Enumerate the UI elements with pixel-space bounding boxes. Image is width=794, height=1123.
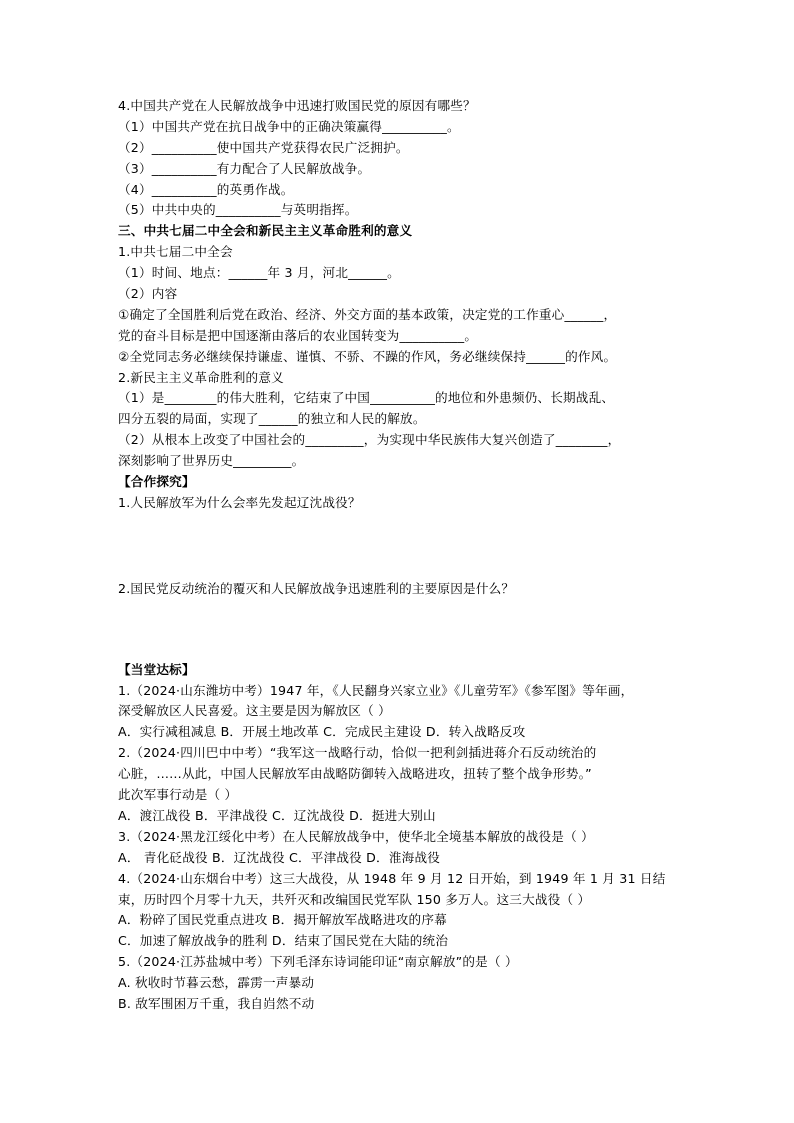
practice-line: 3.（2024·黑龙江绥化中考）在人民解放战争中，使华北全境基本解放的战役是（ ）	[118, 828, 594, 844]
fill-blank-line: （2）从根本上改变了中国社会的_________，为实现中华民族伟大复兴创造了________，	[118, 432, 621, 448]
section-heading: 三、中共七届二中全会和新民主主义革命胜利的意义	[118, 223, 413, 239]
practice-line: A． 青化砭战役 B．辽沈战役 C．平津战役 D．淮海战役	[118, 849, 441, 865]
fill-blank-line: 深刻影响了世界历史_________。	[118, 453, 305, 469]
fill-blank-line: （5）中共中央的__________与英明指挥。	[118, 202, 358, 218]
fill-blank-line: （1）时间、地点：______年 3 月，河北______。	[118, 265, 400, 281]
practice-line: A．实行减租减息 B．开展土地改革 C．完成民主建设 D．转入战略反攻	[118, 724, 526, 740]
practice-line: 深受解放区人民喜爱。这主要是因为解放区（ ）	[118, 703, 391, 719]
explore-question-2: 2.国民党反动统治的覆灭和人民解放战争迅速胜利的主要原因是什么？	[118, 580, 515, 596]
practice-line: A. 秋收时节暮云愁，霹雳一声暴动	[118, 975, 315, 991]
explore-heading: 【合作探究】	[118, 474, 195, 490]
practice-line: 心脏，……从此，中国人民解放军由战略防御转入战略进攻，扭转了整个战争形势。”	[118, 766, 592, 782]
fill-blank-line: （4）__________的英勇作战。	[118, 181, 294, 197]
subsection-title: 2.新民主主义革命胜利的意义	[118, 369, 284, 385]
fill-blank-line: 四分五裂的局面，实现了______的独立和人民的解放。	[118, 411, 426, 427]
practice-line: A．渡江战役 B．平津战役 C．辽沈战役 D．挺进大别山	[118, 807, 436, 823]
practice-line: 1.（2024·山东潍坊中考）1947 年，《人民翻身兴家立业》《儿童劳军》《参军图》等年画，	[118, 682, 634, 698]
fill-blank-line: （1）是________的伟大胜利，它结束了中国__________的地位和外患频仍、长期战乱、	[118, 390, 615, 406]
practice-line: 束，历时四个月零十九天，共歼灭和改编国民党军队 150 多万人。这三大战役（ ）	[118, 891, 591, 907]
practice-line: B. 敌军围困万千重，我自岿然不动	[118, 995, 315, 1011]
practice-line: C．加速了解放战争的胜利 D．结束了国民党在大陆的统治	[118, 933, 449, 949]
practice-heading: 【当堂达标】	[118, 661, 195, 677]
fill-blank-line: ②全党同志务必继续保持谦虚、谨慎、不骄、不躁的作风，务必继续保持______的作风。	[118, 348, 617, 364]
question-4: 4.中国共产党在人民解放战争中迅速打败国民党的原因有哪些？	[118, 98, 476, 113]
practice-line: 4.（2024·山东烟台中考）这三大战役，从 1948 年 9 月 12 日开始，到 1949 年 1 月 31 日结	[118, 870, 666, 886]
subsection-title: 1.中共七届二中全会	[118, 244, 233, 260]
document-page	[118, 96, 688, 1015]
fill-blank-line: ①确定了全国胜利后党在政治、经济、外交方面的基本政策，决定党的工作重心______，	[118, 306, 617, 322]
fill-blank-line: （2）__________使中国共产党获得农民广泛拥护。	[118, 139, 409, 155]
practice-line: 5.（2024·江苏盐城中考）下列毛泽东诗词能印证“南京解放”的是（ ）	[118, 954, 518, 970]
fill-blank-line: （1）中国共产党在抗日战争中的正确决策赢得__________。	[118, 118, 460, 134]
answer-space	[118, 514, 688, 579]
fill-blank-line: （3）__________有力配合了人民解放战争。	[118, 160, 371, 176]
practice-line: 此次军事行动是（ ）	[118, 787, 238, 803]
fill-blank-line: 党的奋斗目标是把中国逐渐由落后的农业国转变为__________。	[118, 327, 478, 343]
fill-blank-line: （2）内容	[118, 286, 178, 302]
practice-line: 2.（2024·四川巴中中考）“我军这一战略行动，恰似一把利剑插进蒋介石反动统治的	[118, 745, 597, 761]
answer-space	[118, 600, 688, 660]
practice-line: A．粉碎了国民党重点进攻 B．揭开解放军战略进攻的序幕	[118, 912, 447, 928]
explore-question-1: 1.人民解放军为什么会率先发起辽沈战役？	[118, 494, 361, 510]
